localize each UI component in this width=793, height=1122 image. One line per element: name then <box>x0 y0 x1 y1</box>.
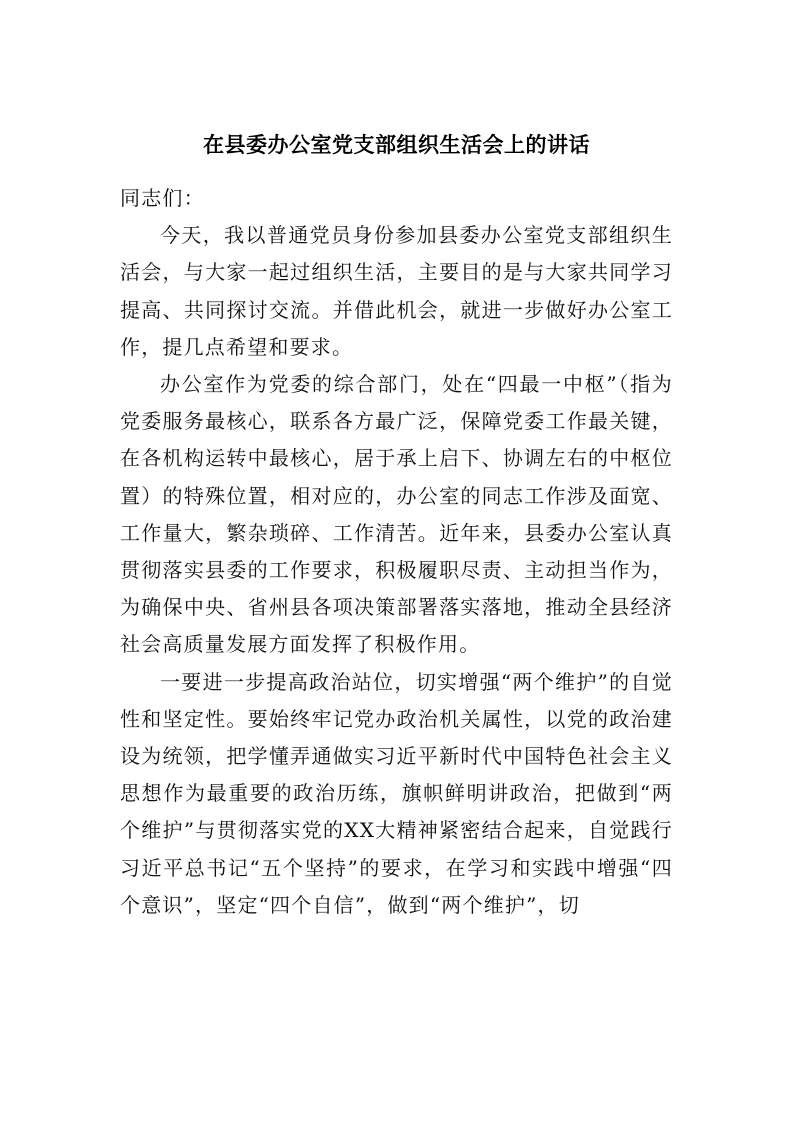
paragraph-intro: 今天，我以普通党员身份参加县委办公室党支部组织生活会，与大家一起过组织生活，主要目的是与大家共同学习提高、共同探讨交流。并借此机会，就进一步做好办公室工作，提几点希望和要求。 <box>120 223 673 359</box>
paragraph-office-role: 办公室作为党委的综合部门，处在“四最一中枢”（指为党委服务最核心，联系各方最广泛，保障党委工作最关键，在各机构运转中最核心，居于承上启下、协调左右的中枢位置）的特殊位置，相对应的，办公室的同志工作涉及面宽、工作量大，繁杂琐碎、工作清苦。近年来，县委办公室认真贯彻落实县委的工作要求，积极履职尽责、主动担当作为，为确保中央、省州县各项决策部署落实落地，推动全县经济社会高质量发展方面发挥了积极作用。 <box>120 372 673 657</box>
paragraph-political-stance: 一要进一步提高政治站位，切实增强“两个维护”的自觉性和坚定性。要始终牢记党办政治机关属性，以党的政治建设为统领，把学懂弄通做实习近平新时代中国特色社会主义思想作为最重要的政治历练，旗帜鲜明讲政治，把做到“两个维护”与贯彻落实党的XX大精神紧密结合起来，自觉践行习近平总书记“五个坚持”的要求，在学习和实践中增强“四个意识”，坚定“四个自信”，做到“两个维护”，切 <box>120 669 673 917</box>
document-body <box>120 180 673 924</box>
salutation: 同志们： <box>120 186 205 210</box>
document-title: 在县委办公室党支部组织生活会上的讲话 <box>203 132 590 157</box>
